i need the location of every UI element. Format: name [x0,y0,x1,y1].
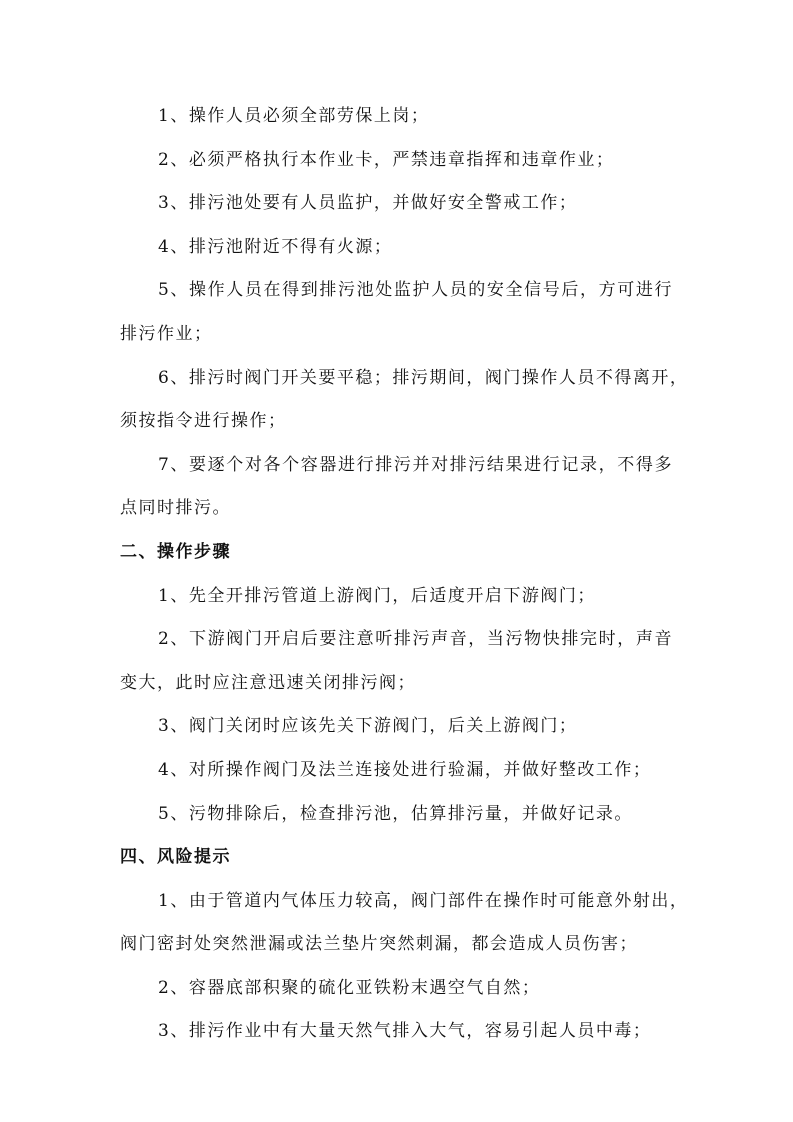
document-page [120,95,689,1054]
paragraph-continuation-line: 阀门密封处突然泄漏或法兰垫片突然刺漏，都会造成人员伤害； [120,934,638,955]
paragraph-line: 1、操作人员必须全部劳保上岗； [158,106,430,126]
paragraph-continuation-line: 变大，此时应注意迅速关闭排污阀； [120,672,416,693]
paragraph-line: 6、排污时阀门开关要平稳；排污期间，阀门操作人员不得离开， [158,367,689,388]
paragraph-line: 3、排污池处要有人员监护，并做好安全警戒工作； [158,193,578,214]
paragraph-continuation-line: 点同时排污。 [120,498,231,519]
paragraph-line: 5、操作人员在得到排污池处监护人员的安全信号后，方可进行 [158,280,673,301]
paragraph-line: 1、由于管道内气体压力较高，阀门部件在操作时可能意外射出， [158,890,689,911]
paragraph-line: 7、要逐个对各个容器进行排污并对排污结果进行记录，不得多 [158,454,673,475]
paragraph-line: 3、排污作业中有大量天然气排入大气，容易引起人员中毒； [158,1021,652,1042]
section-heading: 四、风险提示 [120,847,231,868]
paragraph-line: 4、对所操作阀门及法兰连接处进行验漏，并做好整改工作； [158,759,652,780]
paragraph-line: 5、污物排除后，检查排污池，估算排污量，并做好记录。 [158,803,633,824]
paragraph-line: 3、阀门关闭时应该先关下游阀门，后关上游阀门； [158,716,578,737]
paragraph-continuation-line: 须按指令进行操作； [120,411,287,432]
paragraph-line: 2、容器底部积聚的硫化亚铁粉末遇空气自然； [158,977,541,998]
section-heading: 二、操作步骤 [120,541,231,562]
paragraph-line: 2、下游阀门开启后要注意听排污声音，当污物快排完时，声音 [158,629,673,650]
paragraph-line: 1、先全开排污管道上游阀门，后适度开启下游阀门； [158,585,596,606]
paragraph-line: 4、排污池附近不得有火源； [158,236,393,257]
paragraph-line: 2、必须严格执行本作业卡，严禁违章指挥和违章作业； [158,149,615,170]
paragraph-continuation-line: 排污作业； [120,323,213,344]
